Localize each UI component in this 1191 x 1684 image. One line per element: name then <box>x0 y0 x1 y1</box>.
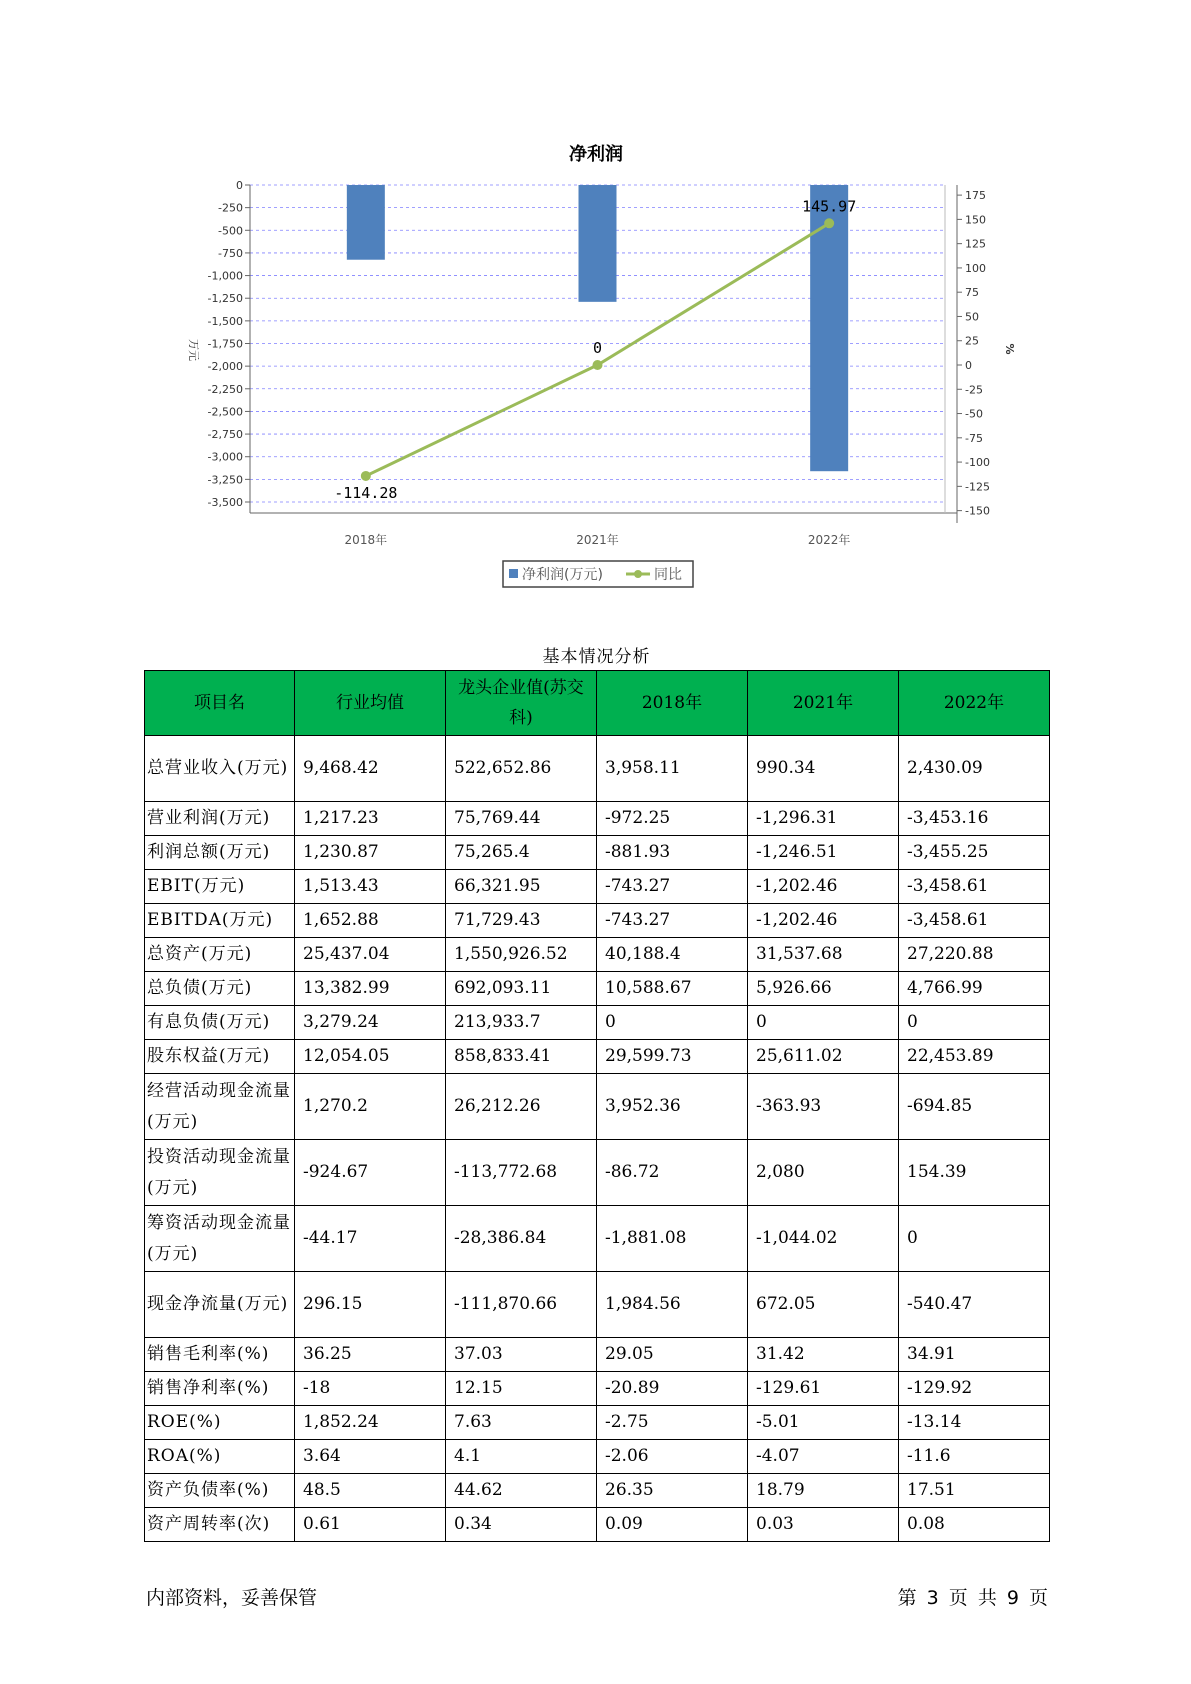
table-cell: 3,952.36 <box>597 1074 748 1140</box>
table-row <box>145 736 1050 802</box>
table-row <box>145 1508 1050 1542</box>
legend-line-label: 同比 <box>654 567 682 583</box>
left-tick-label: -1,500 <box>207 314 243 328</box>
table-cell: -1,246.51 <box>748 836 899 870</box>
left-tick-label: 0 <box>236 179 243 192</box>
table-cell: 154.39 <box>899 1140 1050 1206</box>
table-cell: 2,430.09 <box>899 736 1050 802</box>
table-row <box>145 836 1050 870</box>
table-cell: -3,455.25 <box>899 836 1050 870</box>
table-cell: 17.51 <box>899 1474 1050 1508</box>
table-cell: 26,212.26 <box>446 1074 597 1140</box>
row-label: EBITDA(万元) <box>145 904 295 938</box>
row-label: 现金净流量(万元) <box>145 1272 295 1338</box>
table-cell: 40,188.4 <box>597 938 748 972</box>
left-tick-label: -1,250 <box>207 292 243 306</box>
table-cell: 29.05 <box>597 1338 748 1372</box>
table-cell: -13.14 <box>899 1406 1050 1440</box>
right-tick-label: 100 <box>965 261 986 275</box>
row-label: 总营业收入(万元) <box>145 736 295 802</box>
footer-confidential-note: 内部资料，妥善保管 <box>146 1587 318 1609</box>
row-label: 经营活动现金流量(万元) <box>145 1074 295 1140</box>
right-tick-label: -50 <box>965 407 983 421</box>
table-row <box>145 1372 1050 1406</box>
table-row <box>145 1140 1050 1206</box>
table-cell: 5,926.66 <box>748 972 899 1006</box>
table-cell: 9,468.42 <box>295 736 446 802</box>
row-label: 总资产(万元) <box>145 938 295 972</box>
table-cell: 4,766.99 <box>899 972 1050 1006</box>
table-row <box>145 1338 1050 1372</box>
yoy-data-label: 145.97 <box>802 197 857 216</box>
header-cell: 项目名 <box>145 671 295 736</box>
table-cell: 48.5 <box>295 1474 446 1508</box>
table-cell: 0 <box>899 1206 1050 1272</box>
row-label: EBIT(万元) <box>145 870 295 904</box>
legend-line-marker <box>634 570 642 578</box>
table-cell: -1,044.02 <box>748 1206 899 1272</box>
right-tick-label: -100 <box>965 456 990 470</box>
row-label: 资产周转率(次) <box>145 1508 295 1542</box>
net-profit-chart <box>0 0 1191 600</box>
table-cell: -1,296.31 <box>748 802 899 836</box>
right-tick-label: 175 <box>965 189 986 203</box>
table-row <box>145 870 1050 904</box>
table-cell: 12.15 <box>446 1372 597 1406</box>
table-cell: 12,054.05 <box>295 1040 446 1074</box>
y-axis-title: 万元 <box>187 339 200 361</box>
table-cell: -881.93 <box>597 836 748 870</box>
table-cell: 0 <box>597 1006 748 1040</box>
yoy-data-label: 0 <box>592 339 603 357</box>
table-cell: 858,833.41 <box>446 1040 597 1074</box>
right-tick-label: -75 <box>965 431 983 445</box>
table-cell: 3,279.24 <box>295 1006 446 1040</box>
table-cell: -28,386.84 <box>446 1206 597 1272</box>
table-cell: -129.61 <box>748 1372 899 1406</box>
table-cell: 0 <box>899 1006 1050 1040</box>
table-cell: 3,958.11 <box>597 736 748 802</box>
x-category-label: 2022年 <box>807 533 851 547</box>
table-cell: 2,080 <box>748 1140 899 1206</box>
x-category-label: 2021年 <box>576 533 619 547</box>
table-cell: 1,550,926.52 <box>446 938 597 972</box>
left-tick-label: -500 <box>218 224 243 238</box>
table-cell: -11.6 <box>899 1440 1050 1474</box>
table-row <box>145 904 1050 938</box>
table-cell: 0.03 <box>748 1508 899 1542</box>
right-tick-label: 75 <box>965 286 979 300</box>
table-row <box>145 972 1050 1006</box>
table-cell: 990.34 <box>748 736 899 802</box>
right-tick-label: -25 <box>965 383 983 397</box>
table-cell: 0.61 <box>295 1508 446 1542</box>
table-cell: -743.27 <box>597 904 748 938</box>
legend-bar-label: 净利润(万元) <box>522 567 603 583</box>
table-cell: -694.85 <box>899 1074 1050 1140</box>
right-tick-label: -125 <box>965 480 990 494</box>
table-cell: 71,729.43 <box>446 904 597 938</box>
left-tick-label: -2,000 <box>207 360 243 374</box>
table-cell: 7.63 <box>446 1406 597 1440</box>
table-cell: -3,458.61 <box>899 870 1050 904</box>
table-cell: 692,093.11 <box>446 972 597 1006</box>
table-cell: 1,270.2 <box>295 1074 446 1140</box>
table-cell: 44.62 <box>446 1474 597 1508</box>
table-row <box>145 802 1050 836</box>
yoy-point <box>824 218 834 228</box>
bar <box>579 185 617 302</box>
left-tick-label: -2,750 <box>207 428 243 442</box>
row-label: 股东权益(万元) <box>145 1040 295 1074</box>
row-label: ROA(%) <box>145 1440 295 1474</box>
table-cell: -3,458.61 <box>899 904 1050 938</box>
table-cell: 1,230.87 <box>295 836 446 870</box>
header-cell: 2021年 <box>748 671 899 736</box>
right-tick-label: 25 <box>965 334 979 348</box>
left-tick-label: -2,250 <box>207 382 243 396</box>
table-cell: -363.93 <box>748 1074 899 1140</box>
chart-title: 净利润 <box>569 144 623 165</box>
row-label: 资产负债率(%) <box>145 1474 295 1508</box>
table-row <box>145 1040 1050 1074</box>
table-header-row <box>145 671 1050 736</box>
row-label: ROE(%) <box>145 1406 295 1440</box>
x-category-label: 2018年 <box>344 533 388 547</box>
bar <box>347 185 385 260</box>
table-cell: 672.05 <box>748 1272 899 1338</box>
header-cell: 2022年 <box>899 671 1050 736</box>
table-cell: 1,217.23 <box>295 802 446 836</box>
left-tick-label: -1,000 <box>207 269 243 283</box>
table-cell: 1,652.88 <box>295 904 446 938</box>
left-tick-label: -3,500 <box>207 496 243 509</box>
row-label: 销售毛利率(%) <box>145 1338 295 1372</box>
table-cell: 36.25 <box>295 1338 446 1372</box>
table-cell: 522,652.86 <box>446 736 597 802</box>
table-cell: -20.89 <box>597 1372 748 1406</box>
table-cell: -111,870.66 <box>446 1272 597 1338</box>
table-cell: -4.07 <box>748 1440 899 1474</box>
table-cell: -18 <box>295 1372 446 1406</box>
table-cell: -129.92 <box>899 1372 1050 1406</box>
table-cell: 27,220.88 <box>899 938 1050 972</box>
table-cell: 25,611.02 <box>748 1040 899 1074</box>
table-cell: -86.72 <box>597 1140 748 1206</box>
table-row <box>145 938 1050 972</box>
header-cell: 龙头企业值(苏交科) <box>446 671 597 736</box>
table-cell: 31,537.68 <box>748 938 899 972</box>
table-cell: -3,453.16 <box>899 802 1050 836</box>
table-cell: -5.01 <box>748 1406 899 1440</box>
table-cell: 0.09 <box>597 1508 748 1542</box>
table-cell: 0.34 <box>446 1508 597 1542</box>
table-row <box>145 1474 1050 1508</box>
table-cell: -44.17 <box>295 1206 446 1272</box>
table-cell: 13,382.99 <box>295 972 446 1006</box>
table-cell: 1,984.56 <box>597 1272 748 1338</box>
table-cell: 0.08 <box>899 1508 1050 1542</box>
table-cell: 22,453.89 <box>899 1040 1050 1074</box>
table-cell: 75,265.4 <box>446 836 597 870</box>
table-cell: 18.79 <box>748 1474 899 1508</box>
table-row <box>145 1074 1050 1140</box>
footer-page-number: 第 3 页 共 9 页 <box>897 1587 1048 1609</box>
left-tick-label: -250 <box>218 201 243 215</box>
table-cell: -2.06 <box>597 1440 748 1474</box>
left-tick-label: -2,500 <box>207 405 243 419</box>
table-cell: 3.64 <box>295 1440 446 1474</box>
table-row <box>145 1272 1050 1338</box>
left-tick-label: -3,000 <box>207 450 243 464</box>
table-cell: -540.47 <box>899 1272 1050 1338</box>
table-cell: 0 <box>748 1006 899 1040</box>
table-cell: -113,772.68 <box>446 1140 597 1206</box>
table-cell: 66,321.95 <box>446 870 597 904</box>
row-label: 总负债(万元) <box>145 972 295 1006</box>
table-cell: 31.42 <box>748 1338 899 1372</box>
left-tick-label: -750 <box>218 246 243 260</box>
y2-axis-title: % <box>1003 343 1016 355</box>
table-cell: 296.15 <box>295 1272 446 1338</box>
yoy-data-label: -114.28 <box>334 483 398 502</box>
left-tick-label: -1,750 <box>207 337 243 351</box>
right-tick-label: -150 <box>965 504 990 518</box>
table-caption: 基本情况分析 <box>542 647 651 667</box>
right-tick-label: 150 <box>965 213 986 227</box>
table-cell: -924.67 <box>295 1140 446 1206</box>
table-cell: 1,513.43 <box>295 870 446 904</box>
table-cell: 10,588.67 <box>597 972 748 1006</box>
table-cell: -972.25 <box>597 802 748 836</box>
header-cell: 行业均值 <box>295 671 446 736</box>
table-row <box>145 1440 1050 1474</box>
table-cell: 34.91 <box>899 1338 1050 1372</box>
table-cell: 26.35 <box>597 1474 748 1508</box>
right-tick-label: 50 <box>965 310 979 324</box>
right-tick-label: 125 <box>965 237 986 251</box>
row-label: 投资活动现金流量(万元) <box>145 1140 295 1206</box>
basic-analysis-table <box>144 670 1050 1542</box>
row-label: 筹资活动现金流量(万元) <box>145 1206 295 1272</box>
row-label: 利润总额(万元) <box>145 836 295 870</box>
table-cell: -1,202.46 <box>748 870 899 904</box>
table-cell: 1,852.24 <box>295 1406 446 1440</box>
table-row <box>145 1006 1050 1040</box>
row-label: 营业利润(万元) <box>145 802 295 836</box>
legend-bar-swatch <box>509 569 518 578</box>
table-cell: 75,769.44 <box>446 802 597 836</box>
table-cell: -1,881.08 <box>597 1206 748 1272</box>
table-cell: -1,202.46 <box>748 904 899 938</box>
row-label: 有息负债(万元) <box>145 1006 295 1040</box>
table-cell: -2.75 <box>597 1406 748 1440</box>
yoy-point <box>361 471 371 481</box>
yoy-point <box>593 360 603 370</box>
left-tick-label: -3,250 <box>207 473 243 487</box>
table-cell: 213,933.7 <box>446 1006 597 1040</box>
row-label: 销售净利率(%) <box>145 1372 295 1406</box>
table-row <box>145 1206 1050 1272</box>
table-cell: 4.1 <box>446 1440 597 1474</box>
right-tick-label: 0 <box>965 359 972 372</box>
table-cell: -743.27 <box>597 870 748 904</box>
table-row <box>145 1406 1050 1440</box>
table-cell: 37.03 <box>446 1338 597 1372</box>
table-cell: 29,599.73 <box>597 1040 748 1074</box>
table-cell: 25,437.04 <box>295 938 446 972</box>
header-cell: 2018年 <box>597 671 748 736</box>
